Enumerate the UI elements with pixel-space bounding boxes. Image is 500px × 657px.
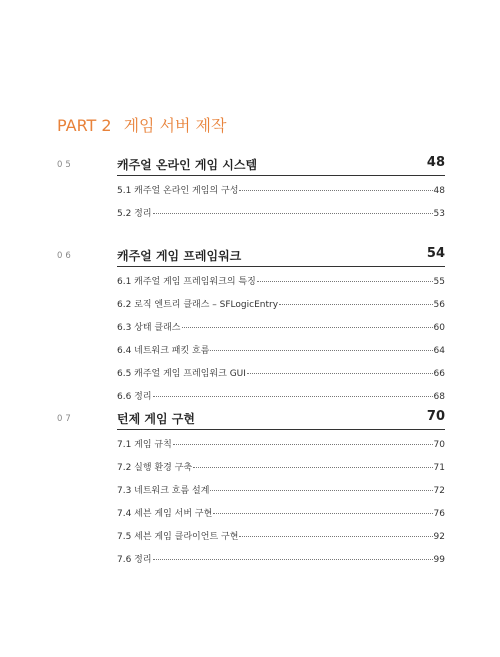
toc-entry[interactable] [117, 343, 445, 366]
chapter-number: 06 [57, 251, 74, 261]
chapter-title[interactable]: 캐주얼 게임 프레임워크 [117, 249, 242, 263]
toc-entry-title: 7.1 게임 규칙 [117, 440, 172, 450]
toc-entry[interactable] [117, 297, 445, 320]
toc-entry-title: 7.5 세븐 게임 클라이언트 구현 [117, 532, 239, 542]
section-list [117, 274, 445, 412]
section-list [117, 183, 445, 229]
toc-entry[interactable] [117, 506, 445, 529]
toc-entry-page: 70 [433, 440, 445, 450]
dot-leader [153, 396, 433, 397]
toc-entry-page: 55 [433, 277, 445, 287]
chapter-divider [117, 266, 445, 267]
toc-entry-page: 71 [433, 463, 445, 473]
toc-entry-page: 76 [433, 509, 445, 519]
chapter-number: 05 [57, 160, 74, 170]
chapter-page: 48 [426, 155, 445, 170]
toc-entry-title: 6.4 네트워크 패킷 흐름 [117, 346, 210, 356]
toc-entry-page: 56 [433, 300, 445, 310]
toc-entry[interactable] [117, 483, 445, 506]
toc-entry-page: 53 [433, 209, 445, 219]
toc-entry[interactable] [117, 437, 445, 460]
dot-leader [153, 213, 433, 214]
dot-leader [247, 373, 433, 374]
chapter-page: 54 [426, 246, 445, 261]
chapter-divider [117, 429, 445, 430]
toc-entry-title: 6.2 로직 엔트리 클래스 – SFLogicEntry [117, 300, 279, 310]
toc-entry-title: 7.6 정리 [117, 555, 152, 565]
chapter-header [57, 156, 445, 178]
toc-entry[interactable] [117, 529, 445, 552]
chapter-06 [57, 247, 445, 412]
toc-entry-title: 6.3 상태 클래스 [117, 323, 181, 333]
toc-entry[interactable] [117, 552, 445, 575]
toc-entry-title: 5.2 정리 [117, 209, 152, 219]
section-list [117, 437, 445, 575]
toc-entry-title: 5.1 캐주얼 온라인 게임의 구성 [117, 186, 239, 196]
chapter-07 [57, 410, 445, 575]
chapter-header [57, 410, 445, 432]
toc-entry-title: 7.2 실행 환경 구축 [117, 463, 193, 473]
toc-entry-page: 60 [433, 323, 445, 333]
toc-entry-page: 66 [433, 369, 445, 379]
part-name: 게임 서버 제작 [123, 116, 227, 135]
toc-entry-title: 7.3 네트워크 흐름 설계 [117, 486, 210, 496]
dot-leader [182, 327, 433, 328]
chapter-title[interactable]: 캐주얼 온라인 게임 시스템 [117, 158, 258, 172]
toc-entry-title: 6.5 캐주얼 게임 프레임워크 GUI [117, 369, 246, 379]
part-label: PART 2 [57, 116, 112, 135]
toc-entry-page: 68 [433, 392, 445, 402]
toc-entry-page: 48 [433, 186, 445, 196]
dot-leader [210, 490, 432, 491]
toc-entry-page: 72 [433, 486, 445, 496]
toc-entry[interactable] [117, 389, 445, 412]
chapter-page: 70 [426, 409, 445, 424]
dot-leader [210, 350, 432, 351]
toc-entry[interactable] [117, 320, 445, 343]
dot-leader [213, 513, 432, 514]
dot-leader [239, 190, 432, 191]
chapter-header [57, 247, 445, 269]
dot-leader [173, 444, 433, 445]
chapter-05 [57, 156, 445, 229]
toc-entry[interactable] [117, 183, 445, 206]
toc-entry-page: 92 [433, 532, 445, 542]
toc-entry-page: 64 [433, 346, 445, 356]
toc-entry[interactable] [117, 274, 445, 297]
chapter-divider [117, 175, 445, 176]
dot-leader [193, 467, 432, 468]
toc-entry-title: 6.6 정리 [117, 392, 152, 402]
dot-leader [279, 304, 433, 305]
dot-leader [239, 536, 432, 537]
toc-entry-page: 99 [433, 555, 445, 565]
part-title [57, 113, 226, 136]
chapter-title[interactable]: 턴제 게임 구현 [117, 412, 195, 426]
toc-entry-title: 7.4 세븐 게임 서버 구현 [117, 509, 213, 519]
toc-entry[interactable] [117, 206, 445, 229]
toc-entry-title: 6.1 캐주얼 게임 프레임워크의 특징 [117, 277, 256, 287]
toc-entry[interactable] [117, 366, 445, 389]
dot-leader [153, 559, 433, 560]
chapter-number: 07 [57, 414, 74, 424]
toc-entry[interactable] [117, 460, 445, 483]
dot-leader [257, 281, 433, 282]
